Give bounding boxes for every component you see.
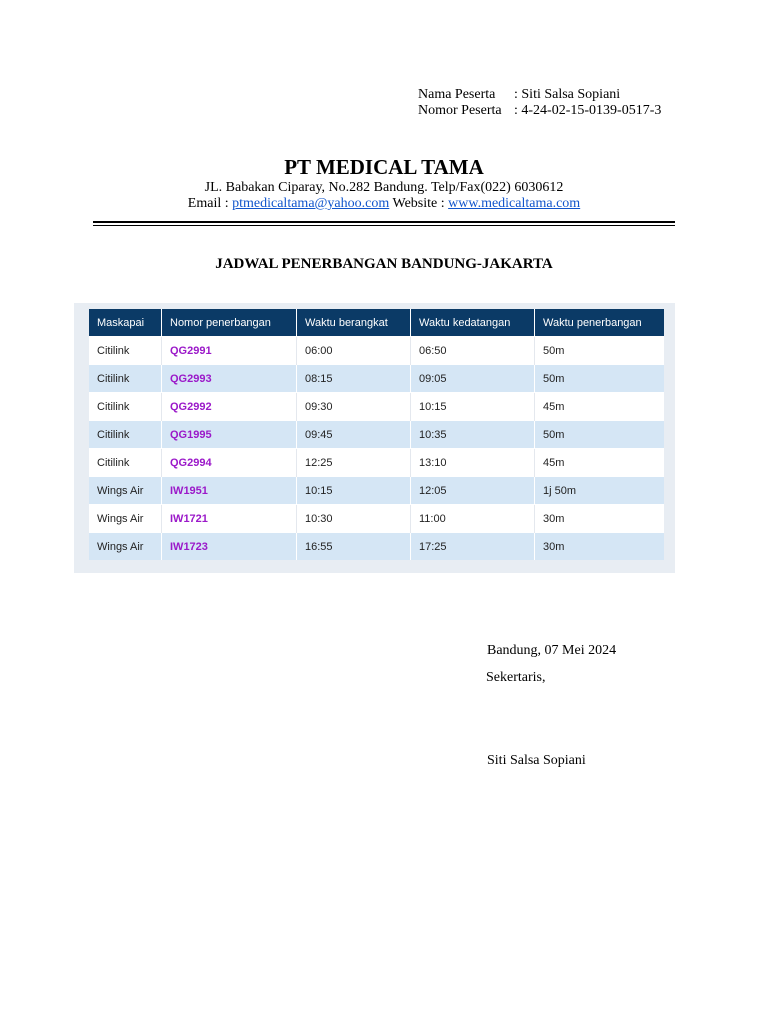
company-address: JL. Babakan Ciparay, No.282 Bandung. Telp/Fax(022) 6030612 [204,180,564,195]
header-divider-thick [93,221,675,223]
departure-cell: 10:30 [297,505,411,533]
airline-cell: Citilink [89,421,162,449]
email-label: Email : [187,196,229,211]
arrival-cell: 10:35 [411,421,535,449]
table-header-row [89,309,664,337]
airline-cell: Wings Air [89,533,162,561]
table-row [89,393,664,421]
departure-cell: 09:45 [297,421,411,449]
flight-number-cell: QG1995 [162,421,297,449]
duration-cell: 1j 50m [535,477,665,505]
flight-number-cell: IW1723 [162,533,297,561]
flight-number-cell: QG2992 [162,393,297,421]
flight-number-cell: QG2993 [162,365,297,393]
arrival-cell: 12:05 [411,477,535,505]
signature-name: Siti Salsa Sopiani [487,753,586,768]
participant-info [418,87,661,119]
table-row [89,337,664,365]
arrival-cell: 06:50 [411,337,535,365]
col-header-duration: Waktu penerbangan [535,309,665,337]
arrival-cell: 09:05 [411,365,535,393]
duration-cell: 30m [535,533,665,561]
arrival-cell: 13:10 [411,449,535,477]
table-row [89,449,664,477]
participant-number-label: Nomor Peserta [418,103,502,118]
arrival-cell: 11:00 [411,505,535,533]
duration-cell: 50m [535,421,665,449]
flight-schedule-image [74,303,675,573]
departure-cell: 06:00 [297,337,411,365]
flight-number-cell: IW1721 [162,505,297,533]
duration-cell: 50m [535,365,665,393]
signature-place-date: Bandung, 07 Mei 2024 [487,643,617,658]
email-link[interactable]: ptmedicaltama@yahoo.com [232,196,390,211]
participant-name-row [418,87,661,103]
arrival-cell: 17:25 [411,533,535,561]
departure-cell: 08:15 [297,365,411,393]
arrival-cell: 10:15 [411,393,535,421]
airline-cell: Wings Air [89,477,162,505]
airline-cell: Citilink [89,393,162,421]
company-name: PT MEDICAL TAMA [284,155,484,179]
table-row [89,477,664,505]
table-row [89,365,664,393]
participant-name-label: Nama Peserta [418,87,496,102]
website-link[interactable]: www.medicaltama.com [448,196,581,211]
col-header-flight-number: Nomor penerbangan [162,309,297,337]
duration-cell: 30m [535,505,665,533]
flight-number-cell: QG2994 [162,449,297,477]
airline-cell: Citilink [89,449,162,477]
letterhead [94,154,674,212]
col-header-departure: Waktu berangkat [297,309,411,337]
table-row [89,505,664,533]
airline-cell: Citilink [89,337,162,365]
duration-cell: 50m [535,337,665,365]
duration-cell: 45m [535,393,665,421]
header-divider-thin [93,225,675,226]
departure-cell: 16:55 [297,533,411,561]
participant-number-value: : 4-24-02-15-0139-0517-3 [514,103,662,118]
departure-cell: 09:30 [297,393,411,421]
website-label: Website : [392,196,445,211]
col-header-arrival: Waktu kedatangan [411,309,535,337]
participant-number-row [418,103,661,119]
flight-number-cell: QG2991 [162,337,297,365]
departure-cell: 12:25 [297,449,411,477]
duration-cell: 45m [535,449,665,477]
table-row [89,421,664,449]
airline-cell: Wings Air [89,505,162,533]
signature-role: Sekertaris, [486,670,546,685]
col-header-airline: Maskapai [89,309,162,337]
departure-cell: 10:15 [297,477,411,505]
participant-name-value: : Siti Salsa Sopiani [514,87,621,102]
flight-schedule-table [89,309,664,560]
document-title: JADWAL PENERBANGAN BANDUNG-JAKARTA [215,256,553,272]
flight-number-cell: IW1951 [162,477,297,505]
table-row [89,533,664,561]
company-contact [94,196,674,212]
airline-cell: Citilink [89,365,162,393]
